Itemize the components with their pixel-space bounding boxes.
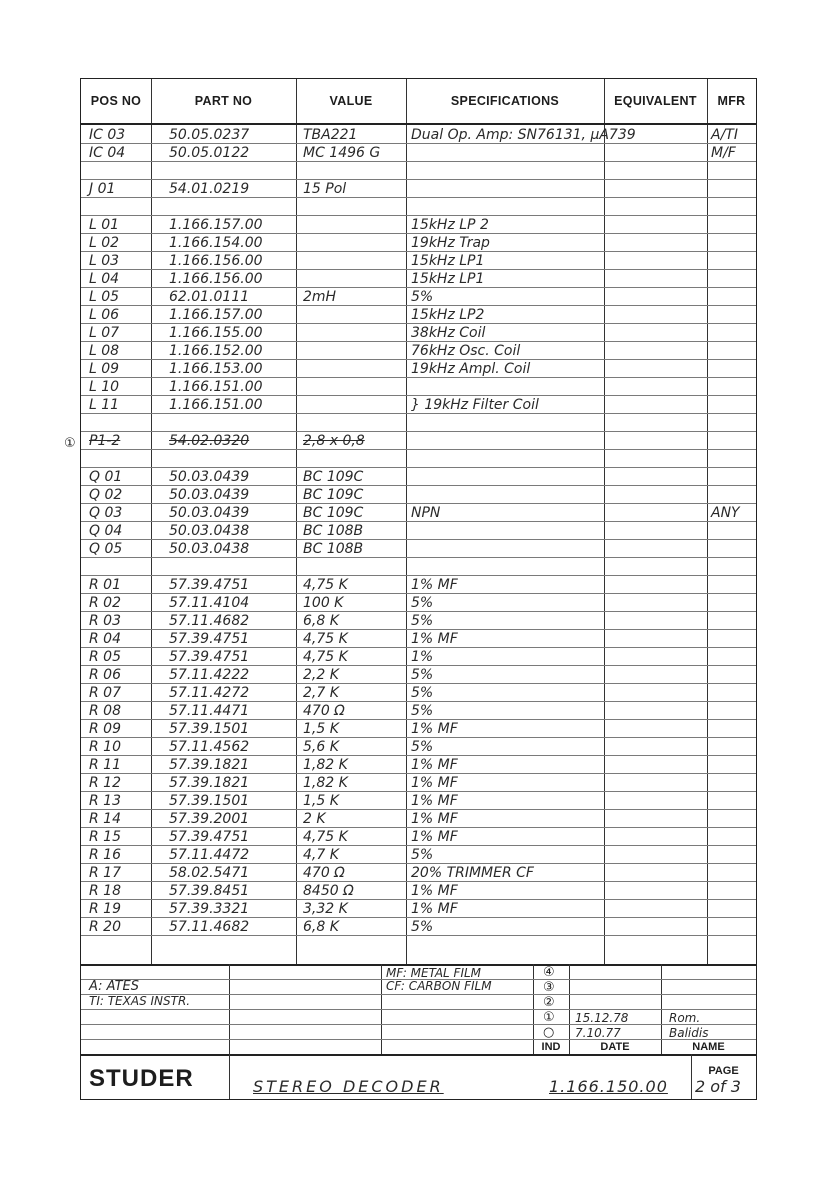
- header-rule: [81, 123, 756, 125]
- pos-cell: L 10: [89, 379, 120, 395]
- spec-cell: 76kHz Osc. Coil: [411, 343, 521, 359]
- pos-cell: R 20: [89, 919, 121, 935]
- row-rule: [81, 467, 756, 468]
- spec-cell: 1% MF: [411, 793, 458, 809]
- pos-cell: L 01: [89, 217, 120, 233]
- pos-cell: R 07: [89, 685, 121, 701]
- part-cell: 57.11.4272: [169, 685, 250, 701]
- row-rule: [81, 377, 756, 378]
- row-rule: [81, 539, 756, 540]
- row-rule: [81, 701, 756, 702]
- row-rule: [81, 935, 756, 936]
- pos-cell: Q 03: [89, 505, 123, 521]
- part-cell: 57.11.4562: [169, 739, 250, 755]
- spec-cell: 1% MF: [411, 757, 458, 773]
- spec-cell: 5%: [411, 289, 434, 305]
- value-cell: 2,7 K: [303, 685, 339, 701]
- value-cell: 4,7 K: [303, 847, 339, 863]
- row-rule: [81, 845, 756, 846]
- row-rule: [81, 179, 756, 180]
- row-rule: [81, 593, 756, 594]
- row-rule: [81, 575, 756, 576]
- row-rule: [81, 323, 756, 324]
- value-cell: 470 Ω: [303, 703, 345, 719]
- part-cell: 50.03.0439: [169, 487, 250, 503]
- spec-cell: 1% MF: [411, 775, 458, 791]
- part-cell: 57.11.4682: [169, 613, 250, 629]
- header-part-no: PART NO: [194, 94, 253, 108]
- part-cell: 1.166.157.00: [169, 307, 263, 323]
- value-cell: TBA221: [303, 127, 358, 143]
- part-cell: 1.166.151.00: [169, 397, 263, 413]
- revision-index: ③: [543, 980, 555, 995]
- spec-cell: 15kHz LP1: [411, 253, 485, 269]
- row-rule: [81, 503, 756, 504]
- mfr-cell: A/TI: [711, 127, 738, 143]
- revision-date: 15.12.78: [575, 1011, 629, 1025]
- value-cell: 100 K: [303, 595, 344, 611]
- header-value: VALUE: [329, 94, 373, 108]
- row-rule: [81, 791, 756, 792]
- value-cell: 1,5 K: [303, 721, 339, 737]
- spec-cell: 5%: [411, 703, 434, 719]
- spec-cell: 20% TRIMMER CF: [411, 865, 534, 881]
- row-rule: [81, 683, 756, 684]
- row-rule: [81, 827, 756, 828]
- row-rule: [81, 485, 756, 486]
- part-cell: 57.39.3321: [169, 901, 250, 917]
- row-rule: [81, 899, 756, 900]
- name-label: NAME: [692, 1041, 725, 1053]
- spec-cell: } 19kHz Filter Coil: [411, 397, 539, 413]
- row-rule: [81, 215, 756, 216]
- part-cell: 50.03.0438: [169, 523, 250, 539]
- drawing-number: 1.166.150.00: [549, 1077, 668, 1096]
- value-cell: 2mH: [303, 289, 337, 305]
- row-rule: [81, 449, 756, 450]
- revision-date: 7.10.77: [575, 1026, 621, 1040]
- pos-cell: R 13: [89, 793, 121, 809]
- spec-cell: 1%: [411, 649, 434, 665]
- row-rule: [81, 431, 756, 432]
- row-rule: [81, 755, 756, 756]
- part-cell: 50.05.0122: [169, 145, 250, 161]
- spec-cell: 1% MF: [411, 901, 458, 917]
- part-cell: 57.39.2001: [169, 811, 250, 827]
- mfr-cell: ANY: [711, 505, 740, 521]
- value-cell: 4,75 K: [303, 829, 348, 845]
- part-cell: 57.39.4751: [169, 631, 250, 647]
- value-cell: 2 K: [303, 811, 326, 827]
- pos-cell: R 02: [89, 595, 121, 611]
- ind-label: IND: [541, 1041, 561, 1053]
- spec-cell: 15kHz LP2: [411, 307, 485, 323]
- revision-index: ②: [543, 995, 555, 1010]
- part-cell: 57.39.4751: [169, 577, 250, 593]
- part-cell: 62.01.0111: [169, 289, 250, 305]
- row-rule: [81, 359, 756, 360]
- row-rule: [81, 305, 756, 306]
- part-cell: 57.39.4751: [169, 649, 250, 665]
- part-cell: 57.11.4471: [169, 703, 250, 719]
- part-cell: 57.39.8451: [169, 883, 250, 899]
- row-rule: [81, 737, 756, 738]
- value-cell: 6,8 K: [303, 613, 339, 629]
- spec-cell: 19kHz Trap: [411, 235, 490, 251]
- row-rule: [81, 917, 756, 918]
- part-cell: 57.11.4472: [169, 847, 250, 863]
- value-cell: 4,75 K: [303, 577, 348, 593]
- pos-cell: R 08: [89, 703, 121, 719]
- row-rule: [81, 251, 756, 252]
- spec-cell: 5%: [411, 847, 434, 863]
- value-cell: 15 Pol: [303, 181, 347, 197]
- part-cell: 50.03.0438: [169, 541, 250, 557]
- drawing-title: STEREO DECODER: [253, 1077, 444, 1096]
- pos-cell: L 03: [89, 253, 120, 269]
- pos-cell: R 17: [89, 865, 121, 881]
- pos-cell: P1-2: [89, 433, 121, 449]
- note-rule: [81, 1009, 756, 1010]
- part-cell: 57.39.1501: [169, 721, 250, 737]
- part-cell: 50.05.0237: [169, 127, 250, 143]
- row-rule: [81, 647, 756, 648]
- spec-cell: NPN: [411, 505, 441, 521]
- part-cell: 57.39.1821: [169, 775, 250, 791]
- revision-name: Balidis: [669, 1026, 709, 1040]
- value-cell: MC 1496 G: [303, 145, 381, 161]
- pos-cell: Q 05: [89, 541, 123, 557]
- pos-cell: R 14: [89, 811, 121, 827]
- spec-cell: 5%: [411, 685, 434, 701]
- header-specifications: SPECIFICATIONS: [450, 94, 560, 108]
- pos-cell: R 06: [89, 667, 121, 683]
- pos-cell: L 09: [89, 361, 120, 377]
- pos-cell: R 09: [89, 721, 121, 737]
- value-cell: 4,75 K: [303, 649, 348, 665]
- pos-cell: L 07: [89, 325, 120, 341]
- header-equivalent: EQUIVALENT: [614, 94, 697, 108]
- pos-cell: R 16: [89, 847, 121, 863]
- spec-cell: 15kHz LP1: [411, 271, 485, 287]
- spec-cell: 15kHz LP 2: [411, 217, 489, 233]
- part-cell: 50.03.0439: [169, 505, 250, 521]
- value-cell: 1,82 K: [303, 775, 348, 791]
- spec-cell: 1% MF: [411, 631, 458, 647]
- row-rule: [81, 161, 756, 162]
- mfr-note-carbon-film: CF: CARBON FILM: [386, 979, 492, 993]
- pos-cell: Q 04: [89, 523, 123, 539]
- pos-cell: Q 02: [89, 487, 123, 503]
- header-pos-no: POS NO: [90, 94, 142, 108]
- part-cell: 1.166.157.00: [169, 217, 263, 233]
- row-rule: [81, 773, 756, 774]
- part-cell: 1.166.155.00: [169, 325, 263, 341]
- value-cell: BC 108B: [303, 523, 364, 539]
- spec-cell: 5%: [411, 739, 434, 755]
- part-cell: 1.166.154.00: [169, 235, 263, 251]
- pos-cell: L 04: [89, 271, 120, 287]
- value-cell: 3,32 K: [303, 901, 348, 917]
- title-block-rule: [81, 1054, 756, 1056]
- mfr-cell: M/F: [711, 145, 736, 161]
- spec-cell: 5%: [411, 667, 434, 683]
- spec-cell: 1% MF: [411, 811, 458, 827]
- note-rule: [81, 1024, 756, 1025]
- mfr-note-ates: A: ATES: [89, 979, 140, 994]
- value-cell: 5,6 K: [303, 739, 339, 755]
- pos-cell: R 18: [89, 883, 121, 899]
- mfr-note-metal-film: MF: METAL FILM: [386, 966, 482, 980]
- revision-index: ○: [543, 1025, 555, 1040]
- part-cell: 1.166.153.00: [169, 361, 263, 377]
- part-cell: 1.166.151.00: [169, 379, 263, 395]
- revision-marker: ①: [64, 436, 76, 451]
- value-cell: 2,8 x 0,8: [303, 433, 365, 449]
- row-rule: [81, 341, 756, 342]
- part-cell: 57.11.4222: [169, 667, 250, 683]
- spec-cell: 5%: [411, 613, 434, 629]
- value-cell: BC 109C: [303, 487, 364, 503]
- spec-cell: 1% MF: [411, 829, 458, 845]
- value-cell: 1,5 K: [303, 793, 339, 809]
- row-rule: [81, 395, 756, 396]
- pos-cell: L 02: [89, 235, 120, 251]
- part-cell: 50.03.0439: [169, 469, 250, 485]
- value-cell: 1,82 K: [303, 757, 348, 773]
- pos-cell: R 12: [89, 775, 121, 791]
- part-cell: 58.02.5471: [169, 865, 250, 881]
- pos-cell: L 08: [89, 343, 120, 359]
- pos-cell: R 15: [89, 829, 121, 845]
- page-label: PAGE: [708, 1065, 739, 1077]
- pos-cell: R 03: [89, 613, 121, 629]
- row-rule: [81, 557, 756, 558]
- pos-cell: L 06: [89, 307, 120, 323]
- row-rule: [81, 881, 756, 882]
- value-cell: 4,75 K: [303, 631, 348, 647]
- row-rule: [81, 665, 756, 666]
- value-cell: 2,2 K: [303, 667, 339, 683]
- pos-cell: Q 01: [89, 469, 123, 485]
- spec-cell: 5%: [411, 919, 434, 935]
- value-cell: 8450 Ω: [303, 883, 354, 899]
- row-rule: [81, 863, 756, 864]
- pos-cell: R 19: [89, 901, 121, 917]
- spec-cell: 1% MF: [411, 577, 458, 593]
- part-cell: 1.166.156.00: [169, 253, 263, 269]
- pos-cell: IC 04: [89, 145, 126, 161]
- row-rule: [81, 197, 756, 198]
- part-cell: 1.166.152.00: [169, 343, 263, 359]
- row-rule: [81, 143, 756, 144]
- row-rule: [81, 413, 756, 414]
- spec-cell: 38kHz Coil: [411, 325, 486, 341]
- revision-index: ①: [543, 1010, 555, 1025]
- parts-list-sheet: [80, 78, 757, 1100]
- pos-cell: R 01: [89, 577, 121, 593]
- row-rule: [81, 287, 756, 288]
- date-label: DATE: [600, 1041, 630, 1053]
- row-rule: [81, 269, 756, 270]
- mfr-note-texas: TI: TEXAS INSTR.: [89, 994, 191, 1008]
- revision-index: ④: [543, 965, 555, 980]
- value-cell: 470 Ω: [303, 865, 345, 881]
- pos-cell: R 05: [89, 649, 121, 665]
- studer-logo: STUDER: [89, 1065, 194, 1092]
- row-rule: [81, 521, 756, 522]
- page-number: 2 of 3: [695, 1077, 741, 1096]
- part-cell: 57.11.4682: [169, 919, 250, 935]
- spec-cell: 1% MF: [411, 721, 458, 737]
- part-cell: 54.02.0320: [169, 433, 250, 449]
- pos-cell: L 11: [89, 397, 120, 413]
- value-cell: BC 108B: [303, 541, 364, 557]
- pos-cell: R 11: [89, 757, 121, 773]
- part-cell: 1.166.156.00: [169, 271, 263, 287]
- title-divider: [229, 1054, 230, 1099]
- row-rule: [81, 233, 756, 234]
- pos-cell: R 04: [89, 631, 121, 647]
- header-mfr: MFR: [717, 94, 746, 108]
- row-rule: [81, 629, 756, 630]
- row-rule: [81, 611, 756, 612]
- row-rule: [81, 719, 756, 720]
- part-cell: 57.39.1501: [169, 793, 250, 809]
- pos-cell: J 01: [89, 181, 116, 197]
- spec-cell: 19kHz Ampl. Coil: [411, 361, 531, 377]
- spec-cell: 1% MF: [411, 883, 458, 899]
- value-cell: BC 109C: [303, 505, 364, 521]
- pos-cell: R 10: [89, 739, 121, 755]
- part-cell: 54.01.0219: [169, 181, 250, 197]
- row-rule: [81, 809, 756, 810]
- pos-cell: L 05: [89, 289, 120, 305]
- part-cell: 57.39.4751: [169, 829, 250, 845]
- value-cell: 6,8 K: [303, 919, 339, 935]
- spec-cell: 5%: [411, 595, 434, 611]
- spec-cell: Dual Op. Amp: SN76131, µA739: [411, 127, 636, 143]
- part-cell: 57.39.1821: [169, 757, 250, 773]
- note-rule: [81, 1039, 756, 1040]
- pos-cell: IC 03: [89, 127, 126, 143]
- part-cell: 57.11.4104: [169, 595, 250, 611]
- value-cell: BC 109C: [303, 469, 364, 485]
- revision-name: Rom.: [669, 1011, 701, 1025]
